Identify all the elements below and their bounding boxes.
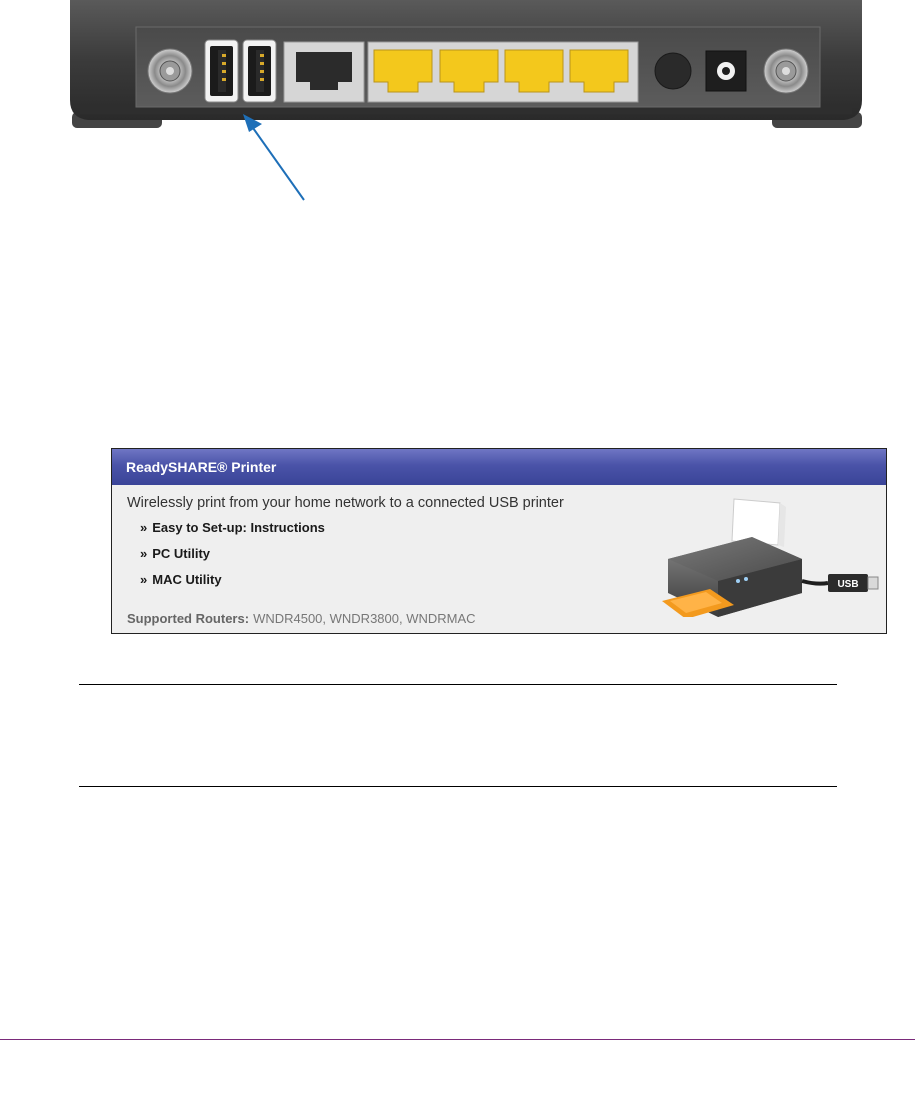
mac-utility-link[interactable] [140, 572, 222, 587]
chevron-right-icon: » [140, 572, 148, 587]
link-label: Easy to Set-up: Instructions [152, 520, 325, 535]
note-top-rule [79, 684, 837, 685]
link-label: PC Utility [152, 546, 211, 561]
printer-icon [652, 497, 882, 617]
chevron-right-icon: » [140, 520, 148, 535]
supported-routers-value: WNDR4500, WNDR3800, WNDRMAC [253, 611, 476, 626]
usb-badge: USB [837, 579, 859, 590]
note-bottom-rule [79, 786, 837, 787]
supported-routers-label: Supported Routers: [127, 611, 250, 626]
usb-callout-arrow [0, 0, 915, 220]
paper-sheet [732, 499, 780, 545]
chevron-right-icon: » [140, 546, 148, 561]
page-footer-rule [0, 1039, 915, 1040]
link-label: MAC Utility [152, 572, 222, 587]
readyshare-printer-panel [111, 448, 887, 634]
pc-utility-link[interactable] [140, 546, 210, 561]
panel-title: ReadySHARE® Printer [112, 449, 886, 485]
supported-routers [127, 611, 476, 626]
panel-description: Wirelessly print from your home network to a connected USB printer [127, 495, 564, 511]
easy-setup-instructions-link[interactable] [140, 520, 325, 535]
